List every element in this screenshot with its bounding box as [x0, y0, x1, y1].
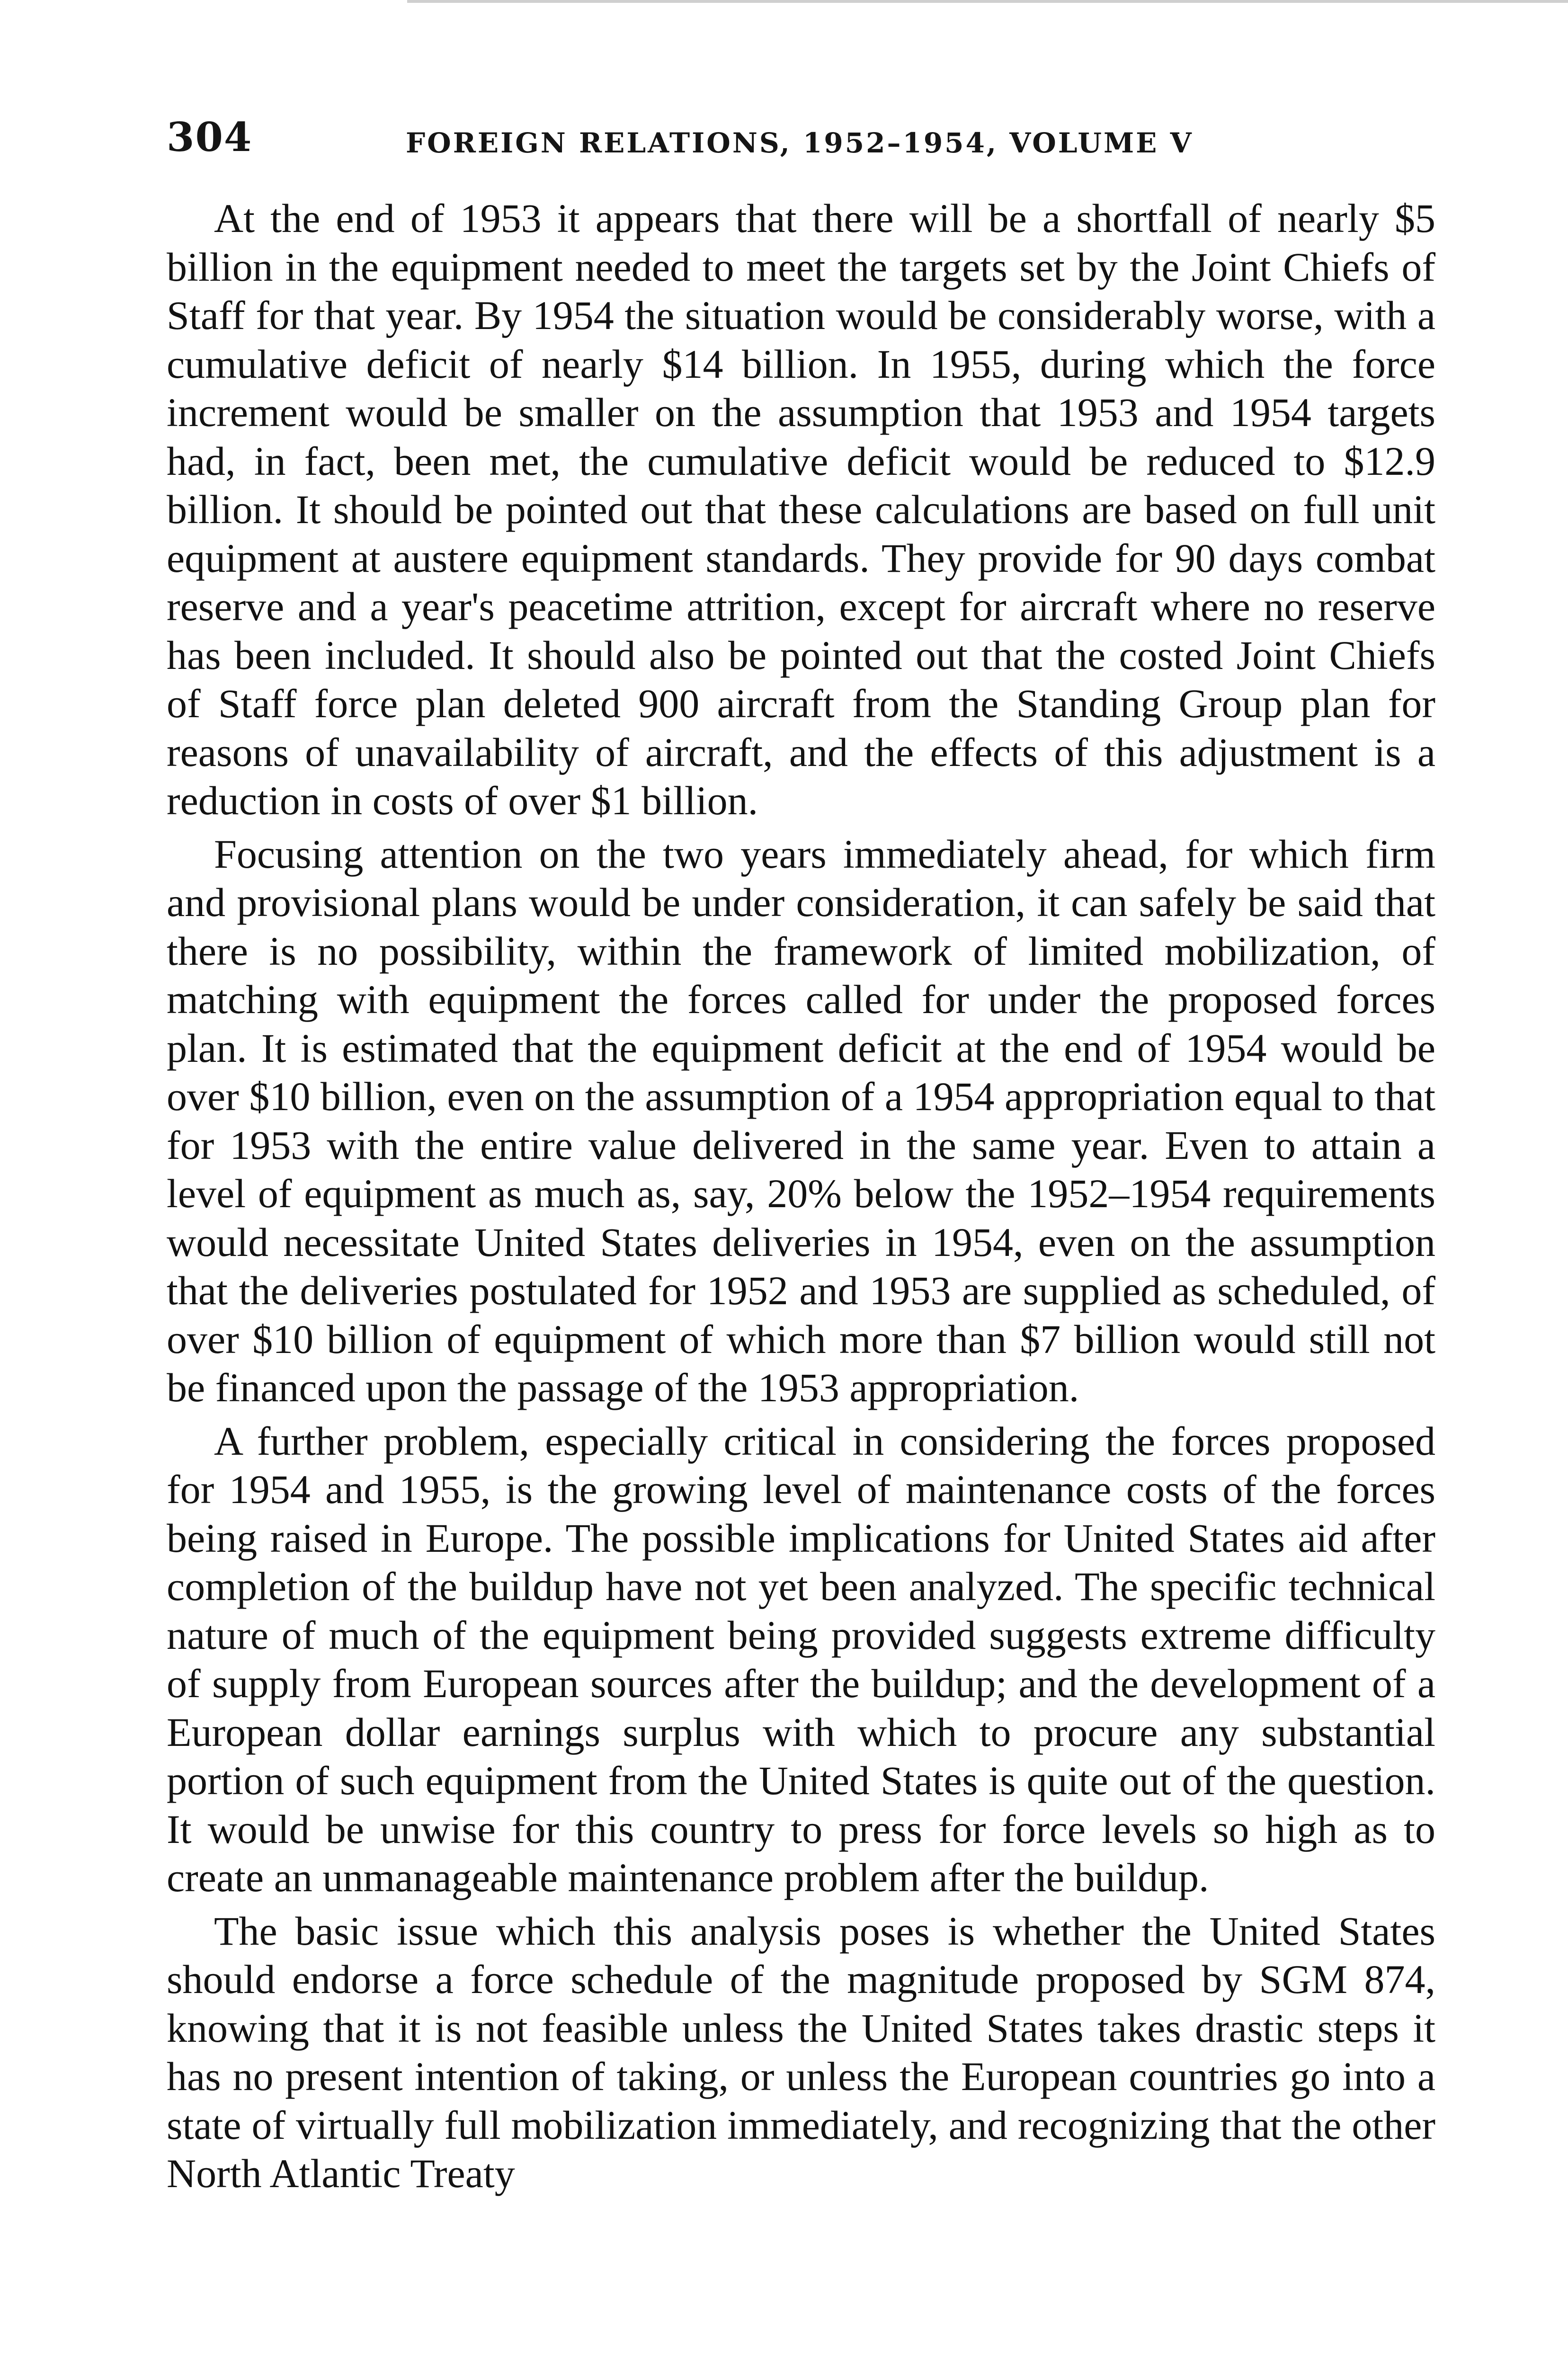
running-header-title: FOREIGN RELATIONS, 1952–1954, VOLUME V [406, 127, 1194, 159]
top-edge-rule [407, 0, 1568, 3]
page-number: 304 [167, 114, 253, 160]
running-header [167, 114, 1421, 166]
paragraph-2: Focusing attention on the two years immediately ahead, for which firm and provisional plans would be under consideration, it can safely be said that there is no possibility, within the framework of limited mobilization, of matching with equipment the forces called for under the proposed forces plan. It is estimated that the equipment deficit at the end of 1954 would be over $10 billion, even on the assumption of a 1954 appropriation equal to that for 1953 with the entire value delivered in the same year. Even to attain a level of equipment as much as, say, 20% below the 1952–1954 requirements would necessitate United States deliveries in 1954, even on the assumption that the deliveries postulated for 1952 and 1953 are supplied as scheduled, of over $10 billion of equipment of which more than $7 billion would still not be financed upon the passage of the 1953 appropriation. [167, 831, 1435, 1410]
paragraph-4: The basic issue which this analysis poses is whether the United States should endorse a force schedule of the magnitude proposed by SGM 874, knowing that it is not feasible unless the United States takes drastic steps it has no present intention of taking, or unless the European countries go into a state of virtually full mobilization immediately, and recognizing that the other North Atlantic Treaty [167, 1908, 1435, 2196]
paragraph-3: A further problem, especially critical in considering the forces proposed for 1954 and 1955, is the growing level of maintenance costs of the forces being raised in Europe. The possible implications for United States aid after completion of the buildup have not yet been analyzed. The specific technical nature of much of the equipment being provided suggests extreme difficulty of supply from European sources after the buildup; and the development of a European dollar earnings surplus with which to procure any substantial portion of such equipment from the United States is quite out of the question. It would be unwise for this country to press for force levels so high as to create an unmanageable maintenance problem after the buildup. [167, 1418, 1435, 1900]
paragraph-1: At the end of 1953 it appears that there will be a shortfall of nearly $5 billion in the equipment needed to meet the targets set by the Joint Chiefs of Staff for that year. By 1954 the situation would be considerably worse, with a cumulative deficit of nearly $14 billion. In 1955, during which the force increment would be smaller on the assumption that 1953 and 1954 targets had, in fact, been met, the cumulative deficit would be reduced to $12.9 billion. It should be pointed out that these calculations are based on full unit equipment at austere equipment standards. They provide for 90 days combat reserve and a year's peacetime attrition, except for aircraft where no reserve has been included. It should also be pointed out that the costed Joint Chiefs of Staff force plan deleted 900 aircraft from the Standing Group plan for reasons of unavailability of aircraft, and the effects of this adjustment is a reduction in costs of over $1 billion. [167, 196, 1435, 823]
body-text [167, 194, 1435, 2198]
